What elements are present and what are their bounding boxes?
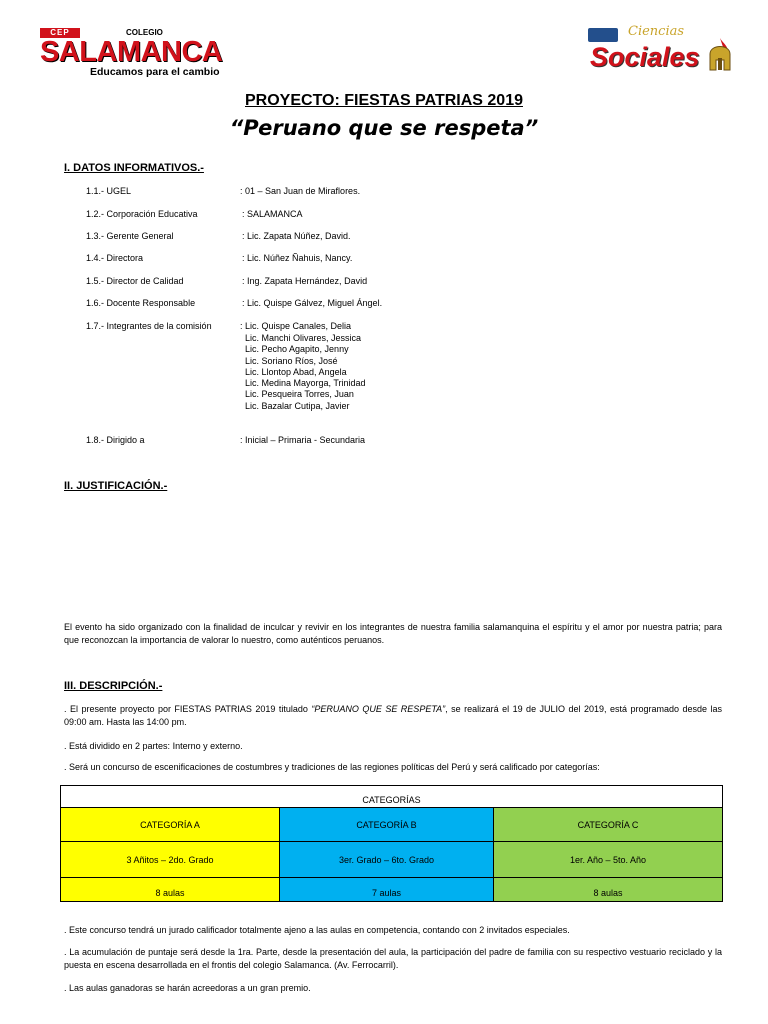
badge-icon xyxy=(588,28,618,42)
spartan-helmet-icon xyxy=(704,36,736,76)
paragraph-text: , se realizará el 19 de JULIO del 2019, está programado desde las 09:00 am. Hasta las 14:00 pm. xyxy=(64,704,722,727)
category-c-cell: CATEGORÍA C xyxy=(494,808,723,842)
range-c-cell: 1er. Año – 5to. Año xyxy=(494,842,723,878)
aulas-c-cell: 8 aulas xyxy=(494,878,723,902)
category-a-cell: CATEGORÍA A xyxy=(61,808,280,842)
info-label: 1.2.- Corporación Educativa xyxy=(86,209,198,219)
page-subtitle: “Peruano que se respeta” xyxy=(229,116,539,140)
logo-salamanca-text: SALAMANCA xyxy=(40,36,223,68)
aulas-b-cell: 7 aulas xyxy=(280,878,494,902)
info-value: : Lic. Zapata Núñez, David. xyxy=(242,231,351,241)
info-label: 1.5.- Director de Calidad xyxy=(86,276,184,286)
cep-badge: CEP xyxy=(40,28,80,38)
paragraph-text: . El presente proyecto por FIESTAS PATRIAS 2019 titulado xyxy=(64,704,312,714)
descripcion-paragraph: . Este concurso tendrá un jurado calificador totalmente ajeno a las aulas en competencia, contando con 2 invitados especiales. xyxy=(64,925,570,935)
info-label: 1.1.- UGEL xyxy=(86,186,132,196)
member-item: Lic. Llontop Abad, Angela xyxy=(245,366,347,377)
colegio-salamanca-logo xyxy=(38,24,248,80)
logo-sociales-text: Sociales xyxy=(590,42,700,72)
info-value: : Inicial – Primaria - Secundaria xyxy=(240,435,366,445)
logo-slogan: Educamos para el cambio xyxy=(90,66,220,78)
info-value: : Ing. Zapata Hernández, David xyxy=(242,276,368,286)
table-header-cell: CATEGORÍAS xyxy=(61,786,723,808)
member-item: Lic. Manchi Olivares, Jessica xyxy=(245,333,362,343)
categories-table xyxy=(60,785,723,902)
info-label: 1.7.- Integrantes de la comisión xyxy=(86,321,212,331)
commission-members-list xyxy=(245,333,366,412)
info-label: 1.8.- Dirigido a xyxy=(86,435,145,445)
section-justificacion-heading: II. JUSTIFICACIÓN.- xyxy=(64,480,168,492)
aulas-a-cell: 8 aulas xyxy=(61,878,280,902)
range-b-cell: 3er. Grado – 6to. Grado xyxy=(280,842,494,878)
category-b-cell: CATEGORÍA B xyxy=(280,808,494,842)
logo-colegio-text: COLEGIO xyxy=(126,28,163,37)
member-item: Lic. Pecho Agapito, Jenny xyxy=(245,344,349,355)
member-item: Lic. Medina Mayorga, Trinidad xyxy=(245,378,366,389)
info-value: : 01 – San Juan de Miraflores. xyxy=(240,186,361,196)
info-value: : Lic. Quispe Canales, Delia xyxy=(240,321,352,331)
info-label: 1.6.- Docente Responsable xyxy=(86,298,196,308)
member-item: Lic. Bazalar Cutipa, Javier xyxy=(245,400,350,411)
section-descripcion-heading: III. DESCRIPCIÓN.- xyxy=(64,680,163,692)
descripcion-paragraph: . Está dividido en 2 partes: Interno y externo. xyxy=(64,741,243,751)
ciencias-sociales-logo xyxy=(582,22,742,82)
section-datos-informativos-heading: I. DATOS INFORMATIVOS.- xyxy=(64,162,204,174)
descripcion-paragraph: . Será un concurso de escenificaciones de costumbres y tradiciones de las regiones políticas del Perú y será calificado por categorías: xyxy=(64,762,600,772)
info-value: : Lic. Núñez Ñahuis, Nancy. xyxy=(242,253,353,263)
logo-ciencias-text: Ciencias xyxy=(628,24,685,39)
descripcion-paragraph xyxy=(64,703,722,728)
member-item: Lic. Pesqueira Torres, Juan xyxy=(245,389,354,400)
project-name-text: “PERUANO QUE SE RESPETA” xyxy=(311,704,446,714)
page-title: PROYECTO: FIESTAS PATRIAS 2019 xyxy=(245,92,523,109)
info-label: 1.4.- Directora xyxy=(86,253,144,263)
member-item: Lic. Soriano Ríos, José xyxy=(245,355,338,366)
info-value: : Lic. Quispe Gálvez, Miguel Ángel. xyxy=(242,298,383,308)
descripcion-paragraph: . La acumulación de puntaje será desde la 1ra. Parte, desde la presentación del aula, la participación del padre de familia con su respectivo vestuario reciclado y la puesta en escena desarrollada en el frontis del colegio Salamanca. (Av. Ferrocarril). xyxy=(64,947,722,970)
descripcion-paragraph: . Las aulas ganadoras se harán acreedoras a un gran premio. xyxy=(64,983,311,993)
justificacion-paragraph: El evento ha sido organizado con la finalidad de inculcar y revivir en los integrantes de nuestra familia salamanquina el espíritu y el amor por nuestra patria; para que reconozcan la importancia de valorar lo nuestro, como auténticos peruanos. xyxy=(64,622,722,645)
info-value: : SALAMANCA xyxy=(242,209,303,219)
info-label: 1.3.- Gerente General xyxy=(86,231,174,241)
range-a-cell: 3 Añitos – 2do. Grado xyxy=(61,842,280,878)
